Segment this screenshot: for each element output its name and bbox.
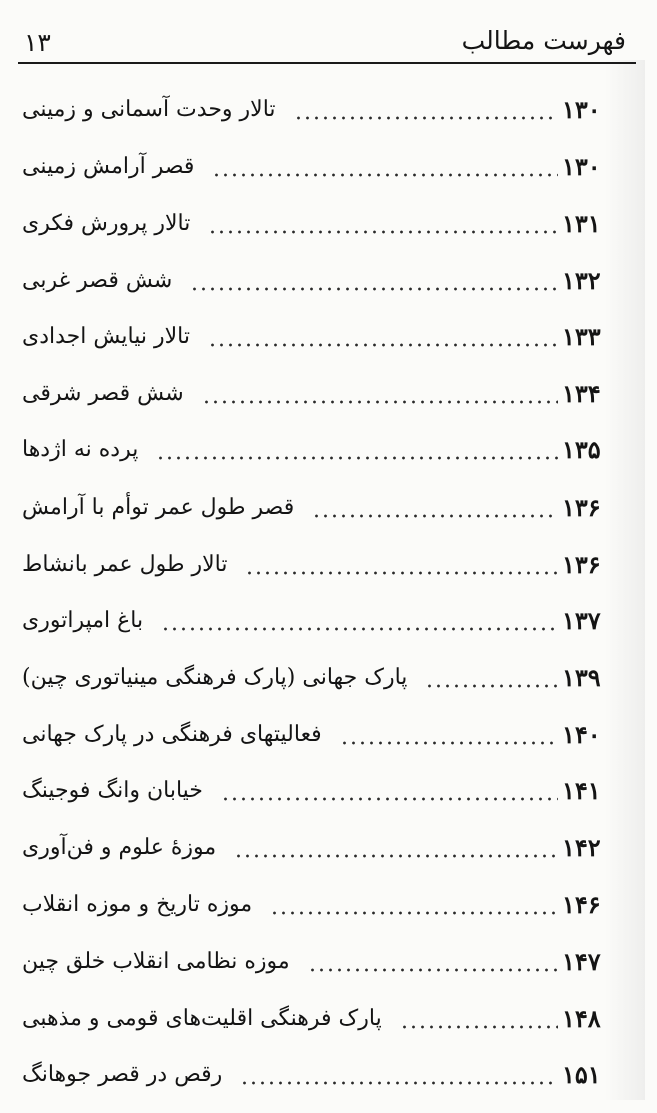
- toc-entry-title: موزه تاریخ و موزه انقلاب: [22, 892, 253, 917]
- toc-entry-title: پرده نه اژدها: [22, 437, 139, 462]
- header-page-number: ۱۳: [24, 28, 51, 57]
- dot-leader: [308, 963, 558, 973]
- toc-entry: [18, 885, 628, 925]
- page-title: فهرست مطالب: [461, 26, 626, 55]
- dot-leader: [234, 849, 558, 859]
- toc-entry-page-number: ۱۳۶: [562, 493, 601, 522]
- toc-entry-page-number: ۱۳۱: [562, 209, 601, 238]
- dot-leader: [340, 736, 558, 746]
- toc-entry: [18, 1055, 628, 1095]
- toc-entry: [18, 90, 628, 130]
- toc-entry-title: تالار وحدت آسمانی و زمینی: [22, 97, 276, 122]
- toc-entry: [18, 488, 628, 528]
- toc-entry-page-number: ۱۳۶: [562, 550, 601, 579]
- toc-entry-page-number: ۱۳۹: [562, 663, 601, 692]
- dot-leader: [156, 451, 558, 461]
- dot-leader: [190, 282, 558, 292]
- toc-entry-title: شش قصر شرقی: [22, 381, 184, 406]
- dot-leader: [240, 1076, 558, 1086]
- toc-entry-page-number: ۱۳۰: [562, 95, 601, 124]
- toc-entry-title: موزهٔ علوم و فن‌آوری: [22, 835, 217, 860]
- toc-entry: [18, 942, 628, 982]
- dot-leader: [202, 395, 558, 405]
- header-divider: [18, 62, 636, 64]
- toc-entry-title: موزه نظامی انقلاب خلق چین: [22, 949, 290, 974]
- toc-entry-title: قصر آرامش زمینی: [22, 154, 195, 179]
- toc-entry-page-number: ۱۴۲: [562, 833, 601, 862]
- dot-leader: [161, 622, 558, 632]
- dot-leader: [400, 1020, 558, 1030]
- toc-entry-page-number: ۱۴۱: [562, 776, 601, 805]
- dot-leader: [208, 338, 558, 348]
- toc-entry-page-number: ۱۳۷: [562, 606, 601, 635]
- toc-entry: [18, 999, 628, 1039]
- toc-entry: [18, 430, 628, 470]
- dot-leader: [212, 168, 558, 178]
- toc-entry-title: تالار پرورش فکری: [22, 211, 191, 236]
- toc-entry: [18, 147, 628, 187]
- toc-entry-page-number: ۱۴۶: [562, 890, 601, 919]
- toc-entry-page-number: ۱۳۳: [562, 322, 601, 351]
- toc-entry-page-number: ۱۳۰: [562, 152, 601, 181]
- toc-entry: [18, 374, 628, 414]
- toc-entry-title: خیابان وانگ فوجینگ: [22, 778, 203, 803]
- toc-entry-title: تالار نیایش اجدادی: [22, 324, 191, 349]
- dot-leader: [208, 225, 558, 235]
- toc-entry: [18, 204, 628, 244]
- toc-entry-page-number: ۱۴۷: [562, 947, 601, 976]
- toc-entry-title: پارک جهانی (پارک فرهنگی مینیاتوری چین): [22, 665, 408, 690]
- dot-leader: [425, 679, 558, 689]
- toc-entry-title: فعالیتهای فرهنگی در پارک جهانی: [22, 722, 322, 747]
- toc-entry-title: رقص در قصر جوهانگ: [22, 1062, 223, 1087]
- dot-leader: [294, 111, 558, 121]
- dot-leader: [221, 792, 558, 802]
- toc-entry-page-number: ۱۴۰: [562, 720, 601, 749]
- toc-entry: [18, 261, 628, 301]
- toc-entry: [18, 715, 628, 755]
- toc-entry-title: تالار طول عمر بانشاط: [22, 552, 228, 577]
- dot-leader: [245, 566, 558, 576]
- toc-entry-title: شش قصر غربی: [22, 268, 173, 293]
- toc-entry-title: باغ امپراتوری: [22, 608, 144, 633]
- toc-entry-page-number: ۱۴۸: [562, 1004, 601, 1033]
- toc-entry-page-number: ۱۳۴: [562, 379, 601, 408]
- toc-entry-page-number: ۱۵۱: [562, 1060, 601, 1089]
- toc-entry: [18, 545, 628, 585]
- toc-entry-page-number: ۱۳۲: [562, 266, 601, 295]
- toc-entry-title: پارک فرهنگی اقلیت‌های قومی و مذهبی: [22, 1006, 382, 1031]
- toc-entry: [18, 771, 628, 811]
- dot-leader: [270, 906, 558, 916]
- toc-entry: [18, 601, 628, 641]
- toc-entry: [18, 658, 628, 698]
- dot-leader: [312, 509, 558, 519]
- toc-entry: [18, 828, 628, 868]
- page-header: [18, 18, 634, 62]
- toc-entry: [18, 317, 628, 357]
- toc-entry-page-number: ۱۳۵: [562, 435, 601, 464]
- toc-entry-title: قصر طول عمر توأم با آرامش: [22, 495, 295, 520]
